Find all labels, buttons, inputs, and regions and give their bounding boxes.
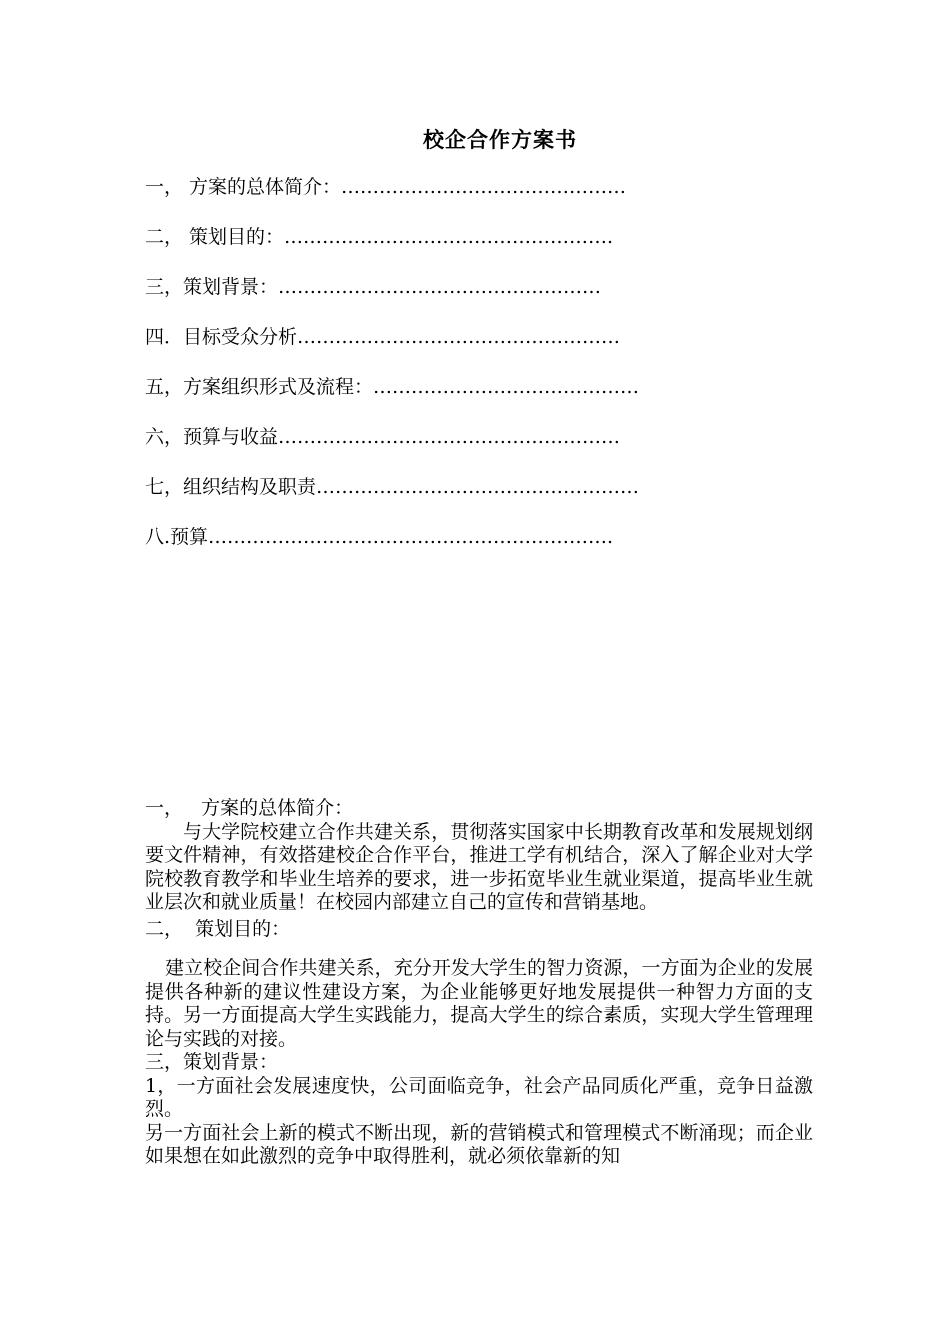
background-paragraph-1: 1，一方面社会发展速度快，公司面临竞争，社会产品同质化严重，竞争日益激烈。 xyxy=(145,1074,813,1120)
toc-item: 三，策划背景：…………………………………………… xyxy=(145,276,602,298)
toc-item: 二， 策划目的：……………………………………………. xyxy=(145,226,614,248)
toc-item: 八.预算………………………………………………………. xyxy=(145,526,614,548)
intro-paragraph: 与大学院校建立合作共建关系，贯彻落实国家中长期教育改革和发展规划纲要文件精神，有效搭建校企合作平台，推进工学有机结合，深入了解企业对大学院校教育教学和毕业生培养的要求，进一步拓宽毕业生就业渠道，提高毕业生就业层次和就业质量！在校园内部建立自己的宣传和营销基地。 xyxy=(145,820,813,913)
document-title: 校企合作方案书 xyxy=(423,127,577,152)
toc-item: 四．目标受众分析…………………………………………… xyxy=(145,326,621,348)
section-heading-intro: 一， 方案的总体简介： xyxy=(145,797,354,819)
toc-item: 一， 方案的总体简介：……………………………………… xyxy=(145,176,627,198)
toc-item: 六，预算与收益……………………………………………… xyxy=(145,426,621,448)
toc-item: 五，方案组织形式及流程：…………………………………… xyxy=(145,376,640,398)
document-body xyxy=(145,797,813,1169)
toc-item: 七，组织结构及职责…………………………………………… xyxy=(145,476,640,498)
background-paragraph-2: 另一方面社会上新的模式不断出现，新的营销模式和管理模式不断涌现；而企业如果想在如此激烈的竞争中取得胜利，就必须依靠新的知 xyxy=(145,1121,813,1167)
table-of-contents xyxy=(145,172,785,572)
section-heading-purpose: 二， 策划目的： xyxy=(145,917,291,940)
section-heading-background: 三，策划背景： xyxy=(145,1051,279,1073)
purpose-paragraph: 建立校企间合作共建关系，充分开发大学生的智力资源，一方面为企业的发展提供各种新的建议性建设方案，为企业能够更好地发展提供一种智力方面的支持。另一方面提高大学生实践能力，提高大学生的综合素质，实现大学生管理理论与实践的对接。 xyxy=(145,957,813,1050)
